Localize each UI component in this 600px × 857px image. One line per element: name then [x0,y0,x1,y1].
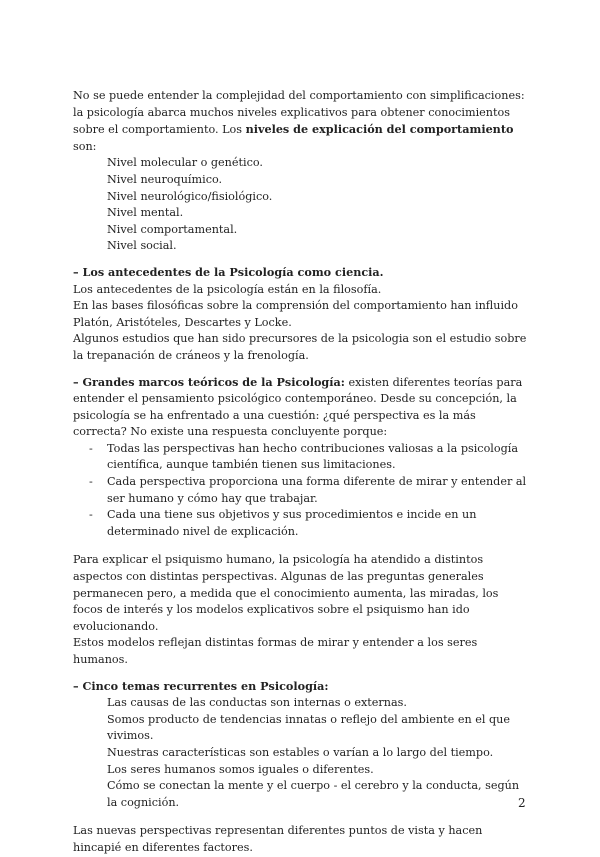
tema-item: Somos producto de tendencias innatas o reflejo del ambiente en el que vivimos. [107,712,510,743]
antecedentes-line: Los antecedentes de la psicología están en la filosofía. [73,282,382,296]
tema-item: Cómo se conectan la mente y el cuerpo - el cerebro y la conducta, según la cognición. [107,779,520,809]
level-item: Nivel molecular o genético. [107,156,263,170]
level-item: Nivel neurológico/fisiológico. [107,189,273,203]
level-item: Nivel comportamental. [107,222,238,236]
dash-bullet: - [89,441,93,455]
intro-text-end: son: [73,139,97,153]
levels-list [73,155,531,255]
list-item-text: Cada perspectiva proporciona una forma diferente de mirar y entender al ser humano y cómo hay que trabajar. [107,475,527,505]
marcos-heading: – Grandes marcos teóricos de la Psicología: [73,374,345,389]
level-item: Nivel mental. [107,206,184,220]
page-number: 2 [518,796,526,810]
dash-bullet: - [89,475,93,489]
antecedentes-line: Algunos estudios que han sido precursores de la psicologia son el estudio sobre la trepanación de cráneos y la frenología. [73,332,527,362]
temas-heading-text: – Cinco temas recurrentes en Psicología: [73,678,329,693]
psiquismo-paragraph: Para explicar el psiquismo humano, la psicología ha atendido a distintos aspectos con distintas perspectivas. Algunas de las preguntas generales permanecen pero, a medida que el conocimiento aumenta, las miradas, los focos de interés y los modelos explicativos sobre el psiquismo han ido evolucionando. [73,553,499,633]
list-item [73,507,531,540]
intro-text: No se puede entender la complejidad del comportamiento con simplificaciones: la psicología abarca muchos niveles explicativos para obtener conocimientos sobre el comportamiento. Los [73,89,525,137]
psiquismo-paragraph-2: Estos modelos reflejan distintas formas de mirar y entender a los seres humanos. [73,636,478,666]
marcos-paragraph [73,374,531,441]
list-item-text: Todas las perspectivas han hecho contribuciones valiosas a la psicología científica, aunque también tienen sus limitaciones. [107,441,519,472]
closing-paragraph: Las nuevas perspectivas representan diferentes puntos de vista y hacen hincapié en diferentes factores. [73,824,483,854]
temas-heading [73,678,531,696]
document-page [73,88,531,857]
list-item [73,474,531,507]
marcos-list [73,441,531,541]
tema-item: Nuestras características son estables o varían a lo largo del tiempo. [107,745,494,759]
intro-paragraph [73,88,531,155]
antecedentes-heading [73,264,531,282]
tema-item: Los seres humanos somos iguales o diferentes. [107,762,374,776]
dash-bullet: - [89,508,93,522]
marcos-text: existen diferentes teorías para entender el pensamiento psicológico contemporáneo. Desde su concepción, la psicología se ha enfrentado a una cuestión: ¿qué perspectiva es la más correcta? No existe una respuesta concluyente porque: [73,375,523,439]
list-item-text: Cada una tiene sus objetivos y sus procedimientos e incide en un determinado nivel de explicación. [107,508,477,538]
list-item [73,441,531,474]
antecedentes-heading-text: – Los antecedentes de la Psicología como ciencia. [73,264,384,279]
intro-bold-term: niveles de explicación del comportamiento [245,122,514,137]
level-item: Nivel neuroquímico. [107,172,223,186]
tema-item: Las causas de las conductas son internas o externas. [107,696,407,710]
temas-list [73,695,531,811]
level-item: Nivel social. [107,239,177,253]
antecedentes-line: En las bases filosóficas sobre la comprensión del comportamiento han influido Platón, Aristóteles, Descartes y Locke. [73,299,518,329]
